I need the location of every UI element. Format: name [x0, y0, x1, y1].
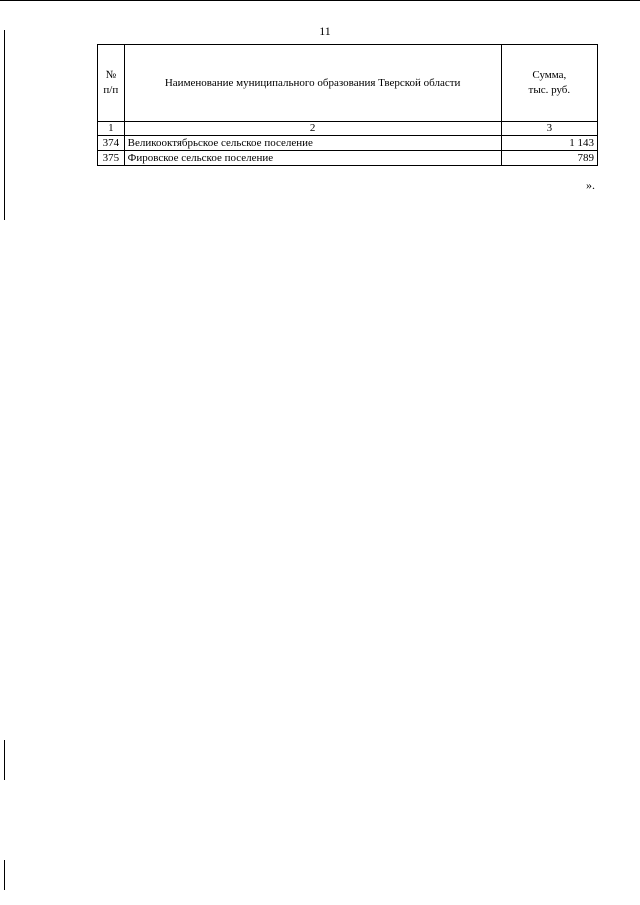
column-index-row: [98, 122, 598, 136]
column-index: 2: [124, 122, 501, 136]
row-sum: 1 143: [501, 136, 597, 151]
row-number: 374: [98, 136, 125, 151]
column-index: 3: [501, 122, 597, 136]
header-sum: [501, 45, 597, 122]
closing-quote-mark: ».: [586, 178, 595, 192]
scan-left-edge-mark: [4, 860, 5, 890]
row-number: 375: [98, 151, 125, 166]
scan-top-edge: [0, 0, 640, 1]
page-number: 11: [319, 24, 331, 38]
table-row: [98, 151, 598, 166]
column-index: 1: [98, 122, 125, 136]
header-name: Наименование муниципального образования Тверской области: [124, 45, 501, 122]
row-municipality-name: Великооктябрьское сельское поселение: [124, 136, 501, 151]
header-sum-unit: тыс. руб.: [528, 84, 571, 96]
row-sum: 789: [501, 151, 597, 166]
scan-left-edge-mark: [4, 740, 5, 780]
header-number: [98, 45, 125, 122]
header-number-abbr: п/п: [103, 84, 119, 96]
table-row: [98, 136, 598, 151]
header-number-sign: №: [105, 69, 117, 81]
header-sum-label: Сумма,: [532, 69, 567, 81]
table-header-row: [98, 45, 598, 122]
municipal-sum-table: [97, 44, 598, 166]
scan-left-edge-mark: [4, 30, 5, 220]
row-municipality-name: Фировское сельское поселение: [124, 151, 501, 166]
